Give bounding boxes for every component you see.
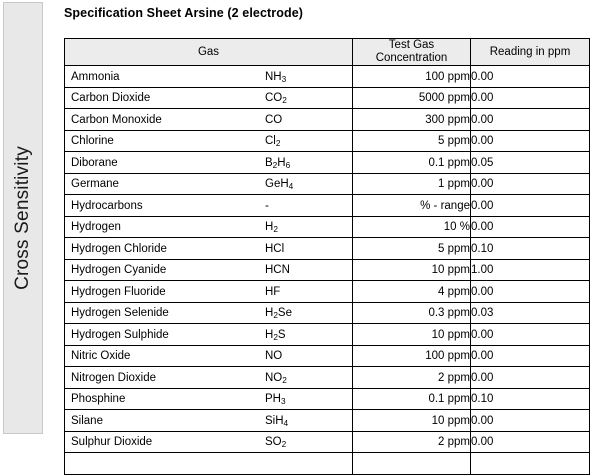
gas-name: Hydrogen Cyanide (71, 264, 167, 277)
table-row (65, 453, 590, 475)
table-row (65, 259, 590, 281)
table-row (65, 173, 590, 195)
gas-formula: $NH_3$ (265, 70, 287, 84)
column-header-gas: Gas (65, 39, 353, 66)
table-row (65, 195, 590, 217)
gas-name: Hydrogen Fluoride (71, 285, 166, 298)
specification-table (64, 38, 590, 475)
gas-name: Carbon Dioxide (71, 92, 151, 105)
cell-gas (65, 259, 353, 281)
gas-name: Nitric Oxide (71, 350, 131, 363)
cell-gas (65, 238, 353, 260)
cell-reading-ppm: 0.10 (471, 388, 590, 410)
gas-name: Silane (71, 414, 103, 427)
cell-gas (65, 66, 353, 88)
cell-test-gas-concentration: 0.1 ppm (353, 388, 471, 410)
gas-formula: $Cl_2$ (265, 135, 281, 148)
gas-formula: SiH$_4$ (265, 414, 289, 428)
cell-test-gas-concentration: 10 ppm (353, 259, 471, 281)
gas-formula: $H_2S$ (265, 328, 286, 342)
table-body (65, 66, 590, 475)
cell-reading-ppm: 1.00 (471, 259, 590, 281)
cell-reading-ppm: 0.00 (471, 281, 590, 303)
gas-name: Hydrogen Chloride (71, 242, 167, 255)
cell-reading-ppm: 0.10 (471, 238, 590, 260)
cell-reading-ppm: 0.00 (471, 345, 590, 367)
cell-reading-ppm: 0.00 (471, 367, 590, 389)
table-row (65, 388, 590, 410)
cell-reading-ppm: 0.00 (471, 410, 590, 432)
cell-gas (65, 195, 353, 217)
page-title: Specification Sheet Arsine (2 electrode) (64, 6, 304, 20)
cell-reading-ppm: 0.00 (471, 173, 590, 195)
gas-formula: NO (265, 350, 283, 363)
gas-name: Sulphur Dioxide (71, 436, 153, 449)
cell-gas (65, 345, 353, 367)
gas-name: Hydrocarbons (71, 199, 143, 212)
table-row (65, 216, 590, 238)
cell-test-gas-concentration: 5 ppm (353, 130, 471, 152)
gas-name: Phosphine (71, 393, 126, 406)
gas-formula: - (265, 199, 269, 212)
cell-reading-ppm: 0.00 (471, 216, 590, 238)
cell-test-gas-concentration: 1 ppm (353, 173, 471, 195)
cross-sensitivity-tab-label: Cross Sensitivity (12, 146, 33, 290)
gas-name: Ammonia (71, 70, 120, 83)
cell-gas (65, 173, 353, 195)
cell-test-gas-concentration: 300 ppm (353, 109, 471, 131)
gas-formula: HF (265, 285, 281, 298)
column-header-concentration-line2: Concentration (375, 52, 448, 65)
table-row (65, 410, 590, 432)
table-row (65, 367, 590, 389)
cell-reading-ppm: 0.00 (471, 431, 590, 453)
cell-reading-ppm: 0.00 (471, 109, 590, 131)
cell-gas (65, 302, 353, 324)
cell-gas (65, 281, 353, 303)
cell-gas (65, 87, 353, 109)
column-header-reading-in-ppm: Reading in ppm (471, 39, 590, 66)
gas-formula: CO (265, 113, 283, 126)
table-row (65, 302, 590, 324)
cell-reading-ppm: 0.00 (471, 87, 590, 109)
cell-test-gas-concentration: 5 ppm (353, 238, 471, 260)
table-row (65, 109, 590, 131)
cell-gas (65, 130, 353, 152)
cell-test-gas-concentration: 100 ppm (353, 345, 471, 367)
cell-gas (65, 152, 353, 174)
gas-formula: HCN (265, 264, 290, 277)
table-row (65, 281, 590, 303)
gas-formula: HCl (265, 242, 285, 255)
cell-test-gas-concentration: 0.1 ppm (353, 152, 471, 174)
table-row (65, 324, 590, 346)
cell-gas (65, 367, 353, 389)
gas-formula: $SO_2$ (265, 436, 287, 449)
table-row (65, 238, 590, 260)
cell-reading-ppm: 0.03 (471, 302, 590, 324)
cell-test-gas-concentration: 0.3 ppm (353, 302, 471, 324)
cell-test-gas-concentration: 5000 ppm (353, 87, 471, 109)
gas-name: Nitrogen Dioxide (71, 371, 157, 384)
table-row (65, 431, 590, 453)
cell-gas (65, 109, 353, 131)
cell-gas (65, 324, 353, 346)
gas-name: Hydrogen Sulphide (71, 328, 169, 341)
column-header-test-gas-concentration (353, 39, 471, 66)
gas-name: Diborane (71, 156, 118, 169)
gas-formula: $NO_2$ (265, 371, 287, 385)
column-header-concentration-line1: Test Gas (388, 39, 435, 51)
cross-sensitivity-tab (3, 2, 43, 434)
gas-formula: GeH$_4$ (265, 178, 294, 191)
cell-test-gas-concentration: 4 ppm (353, 281, 471, 303)
gas-name: Hydrogen (71, 221, 121, 234)
gas-formula: $CO_2$ (265, 92, 287, 105)
cell-test-gas-concentration: 100 ppm (353, 66, 471, 88)
cell-reading-ppm (471, 453, 590, 475)
table-row (65, 130, 590, 152)
cell-reading-ppm: 0.00 (471, 66, 590, 88)
table-head (65, 39, 590, 66)
cell-test-gas-concentration (353, 453, 471, 475)
cell-reading-ppm: 0.00 (471, 195, 590, 217)
cell-test-gas-concentration: 10 % (353, 216, 471, 238)
gas-name: Germane (71, 178, 119, 191)
cell-gas (65, 216, 353, 238)
gas-formula: $PH_3$ (265, 393, 286, 406)
gas-name: Hydrogen Selenide (71, 307, 169, 320)
table-row (65, 66, 590, 88)
cell-test-gas-concentration: % - range (353, 195, 471, 217)
cell-gas (65, 388, 353, 410)
cell-test-gas-concentration: 2 ppm (353, 431, 471, 453)
cell-test-gas-concentration: 2 ppm (353, 367, 471, 389)
cell-gas (65, 453, 353, 475)
gas-formula: $H_2$ (265, 221, 278, 234)
cell-reading-ppm: 0.05 (471, 152, 590, 174)
cell-gas (65, 431, 353, 453)
cell-test-gas-concentration: 10 ppm (353, 324, 471, 346)
cell-test-gas-concentration: 10 ppm (353, 410, 471, 432)
table-row (65, 87, 590, 109)
cell-gas (65, 410, 353, 432)
gas-formula: $B_2H_6$ (265, 156, 291, 170)
gas-formula: $H_2Se$ (265, 307, 292, 320)
gas-name: Chlorine (71, 135, 114, 148)
cell-reading-ppm: 0.00 (471, 130, 590, 152)
document-content (62, 0, 614, 449)
table-row (65, 345, 590, 367)
table-row (65, 152, 590, 174)
gas-name: Carbon Monoxide (71, 113, 162, 126)
table-header-row (65, 39, 590, 66)
cell-reading-ppm: 0.00 (471, 324, 590, 346)
